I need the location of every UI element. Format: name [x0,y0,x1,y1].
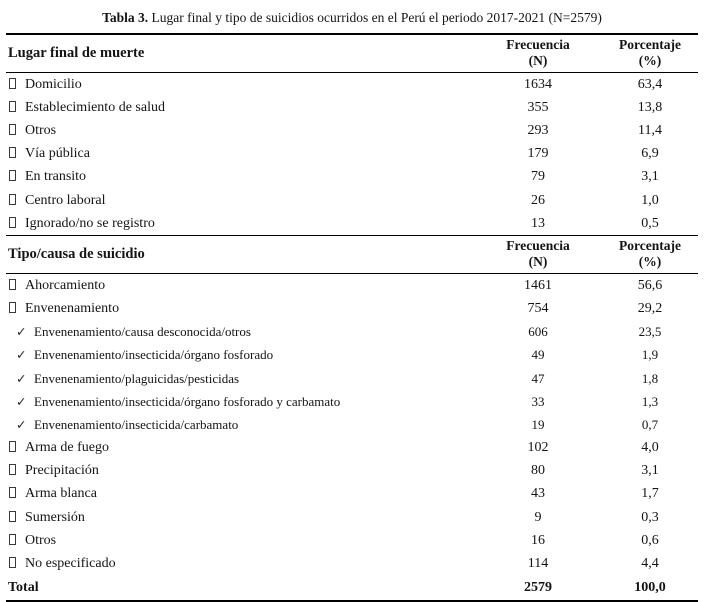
percentage-value: 11,4 [638,123,662,138]
table-row [6,297,698,320]
percentage-value: 4,4 [641,556,659,572]
row-label-cell [6,394,474,410]
row-label: Otros [25,532,57,548]
table-row [6,143,698,166]
box-bullet-icon [9,124,16,135]
row-label-cell [6,216,474,232]
frequency-value: 33 [531,393,545,409]
box-bullet-icon [9,170,16,181]
table-row [6,437,698,460]
frequency-value: 355 [527,99,549,115]
section-header-label: Lugar final de muerte [8,44,145,61]
table-title [6,6,698,33]
box-bullet-icon [9,534,16,545]
percentage-value: 1,3 [641,393,659,409]
frequency-value: 43 [531,486,545,502]
table-row [6,119,698,142]
frequency-value: 114 [527,556,549,572]
frequency-value: 49 [531,347,545,363]
percentage-header-line2: (%) [638,53,662,69]
statistics-table [6,33,698,601]
percentage-value: 29,2 [637,300,663,316]
percentage-value: 13,8 [637,99,663,115]
box-bullet-icon [9,302,16,313]
table-row [6,166,698,189]
frequency-value: 47 [531,370,545,386]
table-row [6,413,698,436]
row-label-cell [6,77,474,93]
percentage-value: 1,9 [641,347,659,363]
table-row [6,390,698,413]
box-bullet-icon [9,441,16,452]
percentage-column-header [602,238,698,270]
percentage-value: 0,3 [641,509,659,525]
total-frequency-value: 2579 [524,579,552,595]
percentage-value: 0,6 [641,532,659,548]
percentage-value: 1,8 [641,370,659,386]
row-label-cell [6,324,474,340]
row-label: No especificado [25,556,116,572]
row-label: Precipitación [25,463,99,479]
frequency-column-header [474,37,602,69]
percentage-value: 1,7 [641,486,659,502]
frequency-value: 79 [531,169,545,185]
section-header-row [6,35,698,73]
row-label: Centro laboral [25,192,106,208]
box-bullet-icon [9,464,16,475]
table-row [6,552,698,575]
row-label: Vía pública [25,146,90,162]
row-label: Ignorado/no se registro [25,215,155,231]
row-label: Arma blanca [25,486,97,502]
row-label-cell [6,278,474,294]
frequency-header-line2: (N) [528,254,548,270]
box-bullet-icon [9,511,16,522]
section-header-row [6,235,698,274]
check-icon: ✓ [16,371,27,386]
row-label-cell [6,193,474,209]
frequency-value: 293 [527,123,549,138]
frequency-value: 606 [528,324,548,340]
percentage-value: 3,1 [641,463,659,479]
row-label-cell [6,146,474,162]
row-label: Envenenamiento [25,300,120,316]
row-label: Sumersión [25,509,85,525]
percentage-value: 4,0 [641,440,659,456]
table-row [6,506,698,529]
frequency-column-header [474,238,602,270]
check-icon: ✓ [16,348,27,363]
percentage-value: 6,9 [641,146,659,162]
table-body [6,35,698,575]
row-label-cell [6,440,474,456]
row-label: Ahorcamiento [25,277,106,293]
box-bullet-icon [9,279,16,290]
total-row [6,576,698,600]
row-label-cell [6,371,474,387]
table-row [6,96,698,119]
frequency-value: 1634 [524,76,552,92]
table-row [6,367,698,390]
frequency-value: 16 [531,532,545,548]
frequency-value: 26 [531,192,545,208]
row-label: Arma de fuego [25,440,109,456]
percentage-header-line1: Porcentaje [619,238,681,254]
row-label: Domicilio [25,76,82,92]
percentage-value: 23,5 [638,324,662,340]
table-row [6,529,698,552]
row-label: Otros [25,123,57,138]
row-label: En transito [25,169,87,185]
row-label-cell [6,510,474,526]
box-bullet-icon [9,487,16,498]
percentage-header-line1: Porcentaje [619,37,681,53]
frequency-header-line1: Frecuencia [506,37,570,53]
percentage-value: 3,1 [641,169,659,185]
check-icon: ✓ [16,394,27,409]
box-bullet-icon [9,217,16,228]
table-row [6,321,698,344]
percentage-column-header [602,37,698,69]
row-label-cell [6,123,474,139]
section-header-label: Tipo/causa de suicidio [8,245,145,262]
percentage-value: 63,4 [637,76,663,92]
row-label-cell [6,486,474,502]
check-icon: ✓ [16,325,27,340]
box-bullet-icon [9,557,16,568]
table-row [6,189,698,212]
row-label-cell [6,556,474,572]
row-label: Envenenamiento/causa desconocida/otros [34,324,251,340]
total-percentage-value: 100,0 [634,579,666,595]
row-label-cell [6,301,474,317]
row-label: Envenenamiento/insecticida/carbamato [34,416,239,432]
row-label-cell [6,463,474,479]
frequency-header-line1: Frecuencia [506,238,570,254]
row-label-cell [6,347,474,363]
percentage-value: 0,5 [641,215,659,231]
table-row [6,483,698,506]
check-icon: ✓ [16,417,27,432]
table-row [6,274,698,297]
row-label: Establecimiento de salud [25,99,165,115]
percentage-value: 0,7 [641,416,659,432]
frequency-value: 80 [531,463,545,479]
frequency-value: 19 [531,416,545,432]
table-title-text: Lugar final y tipo de suicidios ocurridos en el Perú el periodo 2017-2021 (N=2579) [148,10,602,25]
frequency-value: 102 [527,440,549,456]
table-row [6,344,698,367]
box-bullet-icon [9,78,16,89]
row-label-cell [6,417,474,433]
table-row [6,212,698,235]
table-row [6,460,698,483]
table-title-label: Tabla 3. [102,10,149,25]
row-label: Envenenamiento/insecticida/órgano fosforado [34,347,274,363]
box-bullet-icon [9,101,16,112]
row-label: Envenenamiento/insecticida/órgano fosforado y carbamato [34,393,341,409]
frequency-value: 1461 [524,277,552,293]
frequency-value: 13 [531,215,545,231]
frequency-value: 179 [527,146,549,162]
row-label-cell [6,533,474,549]
percentage-value: 1,0 [641,192,659,208]
frequency-value: 9 [534,509,542,525]
box-bullet-icon [9,147,16,158]
box-bullet-icon [9,194,16,205]
frequency-header-line2: (N) [528,53,548,69]
row-label: Envenenamiento/plaguicidas/pesticidas [34,370,240,386]
table-row [6,73,698,96]
frequency-value: 754 [527,300,549,316]
percentage-value: 56,6 [637,277,663,293]
row-label-cell [6,169,474,185]
row-label-cell [6,100,474,116]
total-label: Total [8,579,39,595]
percentage-header-line2: (%) [638,254,662,270]
